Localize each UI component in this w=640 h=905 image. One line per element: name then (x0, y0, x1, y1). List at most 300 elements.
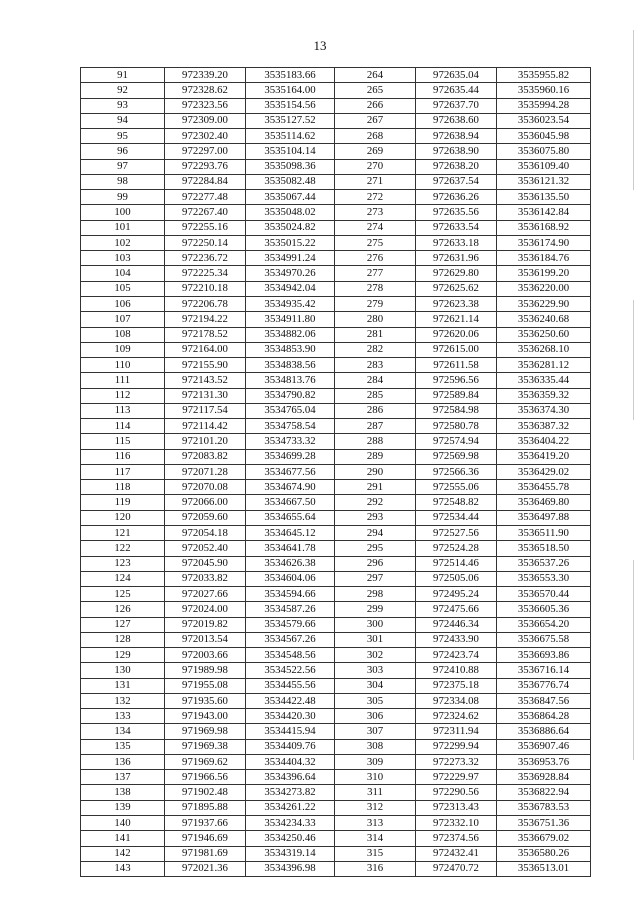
y-coordinate-cell: 3534765.04 (246, 403, 335, 418)
x-coordinate-cell: 971989.98 (165, 663, 246, 678)
x-coordinate-cell: 972475.66 (416, 602, 497, 617)
x-coordinate-cell: 972229.97 (416, 770, 497, 785)
x-coordinate-cell: 972432.41 (416, 846, 497, 861)
table-row (81, 98, 591, 113)
y-coordinate-cell: 3536693.86 (497, 648, 591, 663)
point-number-cell: 270 (335, 159, 416, 174)
x-coordinate-cell: 972131.30 (165, 388, 246, 403)
table-row (81, 510, 591, 525)
y-coordinate-cell: 3536497.88 (497, 510, 591, 525)
x-coordinate-cell: 972410.88 (416, 663, 497, 678)
x-coordinate-cell: 972070.08 (165, 480, 246, 495)
y-coordinate-cell: 3534838.56 (246, 358, 335, 373)
y-coordinate-cell: 3535048.02 (246, 205, 335, 220)
point-number-cell: 269 (335, 144, 416, 159)
point-number-cell: 309 (335, 754, 416, 769)
point-number-cell: 284 (335, 373, 416, 388)
point-number-cell: 109 (81, 342, 165, 357)
x-coordinate-cell: 972117.54 (165, 403, 246, 418)
point-number-cell: 274 (335, 220, 416, 235)
point-number-cell: 131 (81, 678, 165, 693)
x-coordinate-cell: 972505.06 (416, 571, 497, 586)
x-coordinate-cell: 972631.96 (416, 251, 497, 266)
y-coordinate-cell: 3536783.53 (497, 800, 591, 815)
point-number-cell: 307 (335, 724, 416, 739)
point-number-cell: 124 (81, 571, 165, 586)
point-number-cell: 293 (335, 510, 416, 525)
x-coordinate-cell: 972637.70 (416, 98, 497, 113)
x-coordinate-cell: 971955.08 (165, 678, 246, 693)
x-coordinate-cell: 972114.42 (165, 419, 246, 434)
y-coordinate-cell: 3536168.92 (497, 220, 591, 235)
x-coordinate-cell: 972267.40 (165, 205, 246, 220)
x-coordinate-cell: 972054.18 (165, 525, 246, 540)
y-coordinate-cell: 3536928.84 (497, 770, 591, 785)
point-number-cell: 285 (335, 388, 416, 403)
point-number-cell: 93 (81, 98, 165, 113)
x-coordinate-cell: 972433.90 (416, 632, 497, 647)
y-coordinate-cell: 3534587.26 (246, 602, 335, 617)
y-coordinate-cell: 3536511.90 (497, 525, 591, 540)
y-coordinate-cell: 3536075.80 (497, 144, 591, 159)
x-coordinate-cell: 972284.84 (165, 174, 246, 189)
x-coordinate-cell: 972013.54 (165, 632, 246, 647)
x-coordinate-cell: 972255.16 (165, 220, 246, 235)
table-row (81, 296, 591, 311)
x-coordinate-cell: 972332.10 (416, 816, 497, 831)
table-row (81, 587, 591, 602)
y-coordinate-cell: 3536387.32 (497, 419, 591, 434)
point-number-cell: 292 (335, 495, 416, 510)
x-coordinate-cell: 972470.72 (416, 861, 497, 876)
table-row (81, 724, 591, 739)
y-coordinate-cell: 3536335.44 (497, 373, 591, 388)
point-number-cell: 276 (335, 251, 416, 266)
point-number-cell: 98 (81, 174, 165, 189)
x-coordinate-cell: 972024.00 (165, 602, 246, 617)
point-number-cell: 117 (81, 464, 165, 479)
x-coordinate-cell: 972615.00 (416, 342, 497, 357)
point-number-cell: 95 (81, 129, 165, 144)
x-coordinate-cell: 972637.54 (416, 174, 497, 189)
table-row (81, 68, 591, 83)
table-row (81, 831, 591, 846)
y-coordinate-cell: 3536419.20 (497, 449, 591, 464)
table-row (81, 678, 591, 693)
point-number-cell: 280 (335, 312, 416, 327)
table-row (81, 800, 591, 815)
y-coordinate-cell: 3534626.38 (246, 556, 335, 571)
point-number-cell: 138 (81, 785, 165, 800)
y-coordinate-cell: 3536045.98 (497, 129, 591, 144)
y-coordinate-cell: 3534677.56 (246, 464, 335, 479)
point-number-cell: 104 (81, 266, 165, 281)
point-number-cell: 133 (81, 709, 165, 724)
y-coordinate-cell: 3536359.32 (497, 388, 591, 403)
x-coordinate-cell: 972250.14 (165, 235, 246, 250)
point-number-cell: 129 (81, 648, 165, 663)
x-coordinate-cell: 972339.20 (165, 68, 246, 83)
x-coordinate-cell: 971966.56 (165, 770, 246, 785)
y-coordinate-cell: 3534548.56 (246, 648, 335, 663)
x-coordinate-cell: 972164.00 (165, 342, 246, 357)
point-number-cell: 108 (81, 327, 165, 342)
y-coordinate-cell: 3534250.46 (246, 831, 335, 846)
x-coordinate-cell: 972574.94 (416, 434, 497, 449)
x-coordinate-cell: 972596.56 (416, 373, 497, 388)
point-number-cell: 113 (81, 403, 165, 418)
x-coordinate-cell: 972083.82 (165, 449, 246, 464)
x-coordinate-cell: 972638.60 (416, 113, 497, 128)
scan-edge-mark (633, 560, 634, 760)
point-number-cell: 105 (81, 281, 165, 296)
x-coordinate-cell: 972003.66 (165, 648, 246, 663)
point-number-cell: 132 (81, 693, 165, 708)
y-coordinate-cell: 3534594.66 (246, 587, 335, 602)
point-number-cell: 295 (335, 541, 416, 556)
y-coordinate-cell: 3536886.64 (497, 724, 591, 739)
table-row (81, 739, 591, 754)
y-coordinate-cell: 3536469.80 (497, 495, 591, 510)
point-number-cell: 297 (335, 571, 416, 586)
point-number-cell: 101 (81, 220, 165, 235)
point-number-cell: 140 (81, 816, 165, 831)
y-coordinate-cell: 3534667.50 (246, 495, 335, 510)
y-coordinate-cell: 3536135.50 (497, 190, 591, 205)
x-coordinate-cell: 972277.48 (165, 190, 246, 205)
x-coordinate-cell: 972620.06 (416, 327, 497, 342)
y-coordinate-cell: 3534645.12 (246, 525, 335, 540)
scan-edge-mark (633, 300, 634, 420)
y-coordinate-cell: 3536220.00 (497, 281, 591, 296)
table-row (81, 159, 591, 174)
y-coordinate-cell: 3534234.33 (246, 816, 335, 831)
x-coordinate-cell: 972375.18 (416, 678, 497, 693)
y-coordinate-cell: 3534790.82 (246, 388, 335, 403)
table-row (81, 861, 591, 876)
table-row (81, 754, 591, 769)
x-coordinate-cell: 972446.34 (416, 617, 497, 632)
point-number-cell: 136 (81, 754, 165, 769)
point-number-cell: 290 (335, 464, 416, 479)
x-coordinate-cell: 971895.88 (165, 800, 246, 815)
point-number-cell: 122 (81, 541, 165, 556)
table-row (81, 648, 591, 663)
x-coordinate-cell: 971969.38 (165, 739, 246, 754)
x-coordinate-cell: 972629.80 (416, 266, 497, 281)
x-coordinate-cell: 972514.46 (416, 556, 497, 571)
y-coordinate-cell: 3535955.82 (497, 68, 591, 83)
y-coordinate-cell: 3536580.26 (497, 846, 591, 861)
table-row (81, 403, 591, 418)
x-coordinate-cell: 971969.98 (165, 724, 246, 739)
x-coordinate-cell: 972635.56 (416, 205, 497, 220)
y-coordinate-cell: 3535104.14 (246, 144, 335, 159)
table-row (81, 617, 591, 632)
y-coordinate-cell: 3534733.32 (246, 434, 335, 449)
point-number-cell: 306 (335, 709, 416, 724)
point-number-cell: 143 (81, 861, 165, 876)
table-row (81, 220, 591, 235)
point-number-cell: 118 (81, 480, 165, 495)
y-coordinate-cell: 3536751.36 (497, 816, 591, 831)
y-coordinate-cell: 3535183.66 (246, 68, 335, 83)
x-coordinate-cell: 971902.48 (165, 785, 246, 800)
y-coordinate-cell: 3534853.90 (246, 342, 335, 357)
table-row (81, 312, 591, 327)
point-number-cell: 311 (335, 785, 416, 800)
table-row (81, 205, 591, 220)
y-coordinate-cell: 3536429.02 (497, 464, 591, 479)
y-coordinate-cell: 3536675.58 (497, 632, 591, 647)
table-row (81, 327, 591, 342)
point-number-cell: 126 (81, 602, 165, 617)
y-coordinate-cell: 3534404.32 (246, 754, 335, 769)
point-number-cell: 288 (335, 434, 416, 449)
y-coordinate-cell: 3534813.76 (246, 373, 335, 388)
point-number-cell: 142 (81, 846, 165, 861)
x-coordinate-cell: 972633.18 (416, 235, 497, 250)
y-coordinate-cell: 3536268.10 (497, 342, 591, 357)
x-coordinate-cell: 972374.56 (416, 831, 497, 846)
y-coordinate-cell: 3534655.64 (246, 510, 335, 525)
x-coordinate-cell: 972589.84 (416, 388, 497, 403)
point-number-cell: 112 (81, 388, 165, 403)
point-number-cell: 316 (335, 861, 416, 876)
y-coordinate-cell: 3534261.22 (246, 800, 335, 815)
y-coordinate-cell: 3536518.50 (497, 541, 591, 556)
point-number-cell: 123 (81, 556, 165, 571)
y-coordinate-cell: 3535994.28 (497, 98, 591, 113)
x-coordinate-cell: 972334.08 (416, 693, 497, 708)
x-coordinate-cell: 972206.78 (165, 296, 246, 311)
table-row (81, 816, 591, 831)
y-coordinate-cell: 3534409.76 (246, 739, 335, 754)
table-row (81, 541, 591, 556)
x-coordinate-cell: 972328.62 (165, 83, 246, 98)
x-coordinate-cell: 972101.20 (165, 434, 246, 449)
point-number-cell: 139 (81, 800, 165, 815)
y-coordinate-cell: 3534273.82 (246, 785, 335, 800)
point-number-cell: 308 (335, 739, 416, 754)
point-number-cell: 121 (81, 525, 165, 540)
x-coordinate-cell: 972210.18 (165, 281, 246, 296)
point-number-cell: 100 (81, 205, 165, 220)
x-coordinate-cell: 971946.69 (165, 831, 246, 846)
y-coordinate-cell: 3536240.68 (497, 312, 591, 327)
y-coordinate-cell: 3536281.12 (497, 358, 591, 373)
point-number-cell: 107 (81, 312, 165, 327)
point-number-cell: 279 (335, 296, 416, 311)
point-number-cell: 128 (81, 632, 165, 647)
table-row (81, 663, 591, 678)
x-coordinate-cell: 972638.90 (416, 144, 497, 159)
x-coordinate-cell: 972323.56 (165, 98, 246, 113)
y-coordinate-cell: 3536513.01 (497, 861, 591, 876)
y-coordinate-cell: 3534396.98 (246, 861, 335, 876)
point-number-cell: 302 (335, 648, 416, 663)
y-coordinate-cell: 3536121.32 (497, 174, 591, 189)
x-coordinate-cell: 972309.00 (165, 113, 246, 128)
table-row (81, 449, 591, 464)
point-number-cell: 271 (335, 174, 416, 189)
point-number-cell: 313 (335, 816, 416, 831)
y-coordinate-cell: 3536537.26 (497, 556, 591, 571)
y-coordinate-cell: 3536142.84 (497, 205, 591, 220)
y-coordinate-cell: 3535154.56 (246, 98, 335, 113)
y-coordinate-cell: 3535114.62 (246, 129, 335, 144)
x-coordinate-cell: 972555.06 (416, 480, 497, 495)
table-row (81, 571, 591, 586)
coordinates-table-body (81, 68, 591, 877)
coordinates-table-container (80, 67, 590, 877)
point-number-cell: 120 (81, 510, 165, 525)
point-number-cell: 294 (335, 525, 416, 540)
y-coordinate-cell: 3536605.36 (497, 602, 591, 617)
y-coordinate-cell: 3534758.54 (246, 419, 335, 434)
x-coordinate-cell: 972071.28 (165, 464, 246, 479)
x-coordinate-cell: 972273.32 (416, 754, 497, 769)
x-coordinate-cell: 972225.34 (165, 266, 246, 281)
y-coordinate-cell: 3536374.30 (497, 403, 591, 418)
table-row (81, 235, 591, 250)
point-number-cell: 275 (335, 235, 416, 250)
y-coordinate-cell: 3536847.56 (497, 693, 591, 708)
y-coordinate-cell: 3535164.00 (246, 83, 335, 98)
y-coordinate-cell: 3536455.78 (497, 480, 591, 495)
point-number-cell: 115 (81, 434, 165, 449)
point-number-cell: 91 (81, 68, 165, 83)
point-number-cell: 102 (81, 235, 165, 250)
y-coordinate-cell: 3536570.44 (497, 587, 591, 602)
x-coordinate-cell: 972611.58 (416, 358, 497, 373)
y-coordinate-cell: 3534579.66 (246, 617, 335, 632)
y-coordinate-cell: 3536229.90 (497, 296, 591, 311)
x-coordinate-cell: 972638.20 (416, 159, 497, 174)
y-coordinate-cell: 3534319.14 (246, 846, 335, 861)
point-number-cell: 134 (81, 724, 165, 739)
y-coordinate-cell: 3534396.64 (246, 770, 335, 785)
point-number-cell: 305 (335, 693, 416, 708)
y-coordinate-cell: 3534422.48 (246, 693, 335, 708)
table-row (81, 281, 591, 296)
point-number-cell: 111 (81, 373, 165, 388)
x-coordinate-cell: 972621.14 (416, 312, 497, 327)
table-row (81, 419, 591, 434)
x-coordinate-cell: 972045.90 (165, 556, 246, 571)
x-coordinate-cell: 971935.60 (165, 693, 246, 708)
point-number-cell: 283 (335, 358, 416, 373)
x-coordinate-cell: 972302.40 (165, 129, 246, 144)
y-coordinate-cell: 3536654.20 (497, 617, 591, 632)
table-row (81, 480, 591, 495)
x-coordinate-cell: 972635.04 (416, 68, 497, 83)
x-coordinate-cell: 972293.76 (165, 159, 246, 174)
x-coordinate-cell: 972495.24 (416, 587, 497, 602)
x-coordinate-cell: 972019.82 (165, 617, 246, 632)
y-coordinate-cell: 3536776.74 (497, 678, 591, 693)
y-coordinate-cell: 3534911.80 (246, 312, 335, 327)
table-row (81, 144, 591, 159)
y-coordinate-cell: 3534942.04 (246, 281, 335, 296)
table-row (81, 464, 591, 479)
y-coordinate-cell: 3536109.40 (497, 159, 591, 174)
table-row (81, 434, 591, 449)
y-coordinate-cell: 3536864.28 (497, 709, 591, 724)
x-coordinate-cell: 971981.69 (165, 846, 246, 861)
table-row (81, 693, 591, 708)
point-number-cell: 296 (335, 556, 416, 571)
x-coordinate-cell: 972313.43 (416, 800, 497, 815)
x-coordinate-cell: 972027.66 (165, 587, 246, 602)
x-coordinate-cell: 972236.72 (165, 251, 246, 266)
table-row (81, 709, 591, 724)
point-number-cell: 264 (335, 68, 416, 83)
x-coordinate-cell: 971969.62 (165, 754, 246, 769)
x-coordinate-cell: 972566.36 (416, 464, 497, 479)
y-coordinate-cell: 3534641.78 (246, 541, 335, 556)
x-coordinate-cell: 972059.60 (165, 510, 246, 525)
y-coordinate-cell: 3536716.14 (497, 663, 591, 678)
point-number-cell: 97 (81, 159, 165, 174)
x-coordinate-cell: 972033.82 (165, 571, 246, 586)
x-coordinate-cell: 972584.98 (416, 403, 497, 418)
y-coordinate-cell: 3536553.30 (497, 571, 591, 586)
coordinates-table (80, 67, 591, 877)
table-row (81, 556, 591, 571)
point-number-cell: 106 (81, 296, 165, 311)
point-number-cell: 266 (335, 98, 416, 113)
y-coordinate-cell: 3534935.42 (246, 296, 335, 311)
y-coordinate-cell: 3534567.26 (246, 632, 335, 647)
x-coordinate-cell: 972299.94 (416, 739, 497, 754)
x-coordinate-cell: 972297.00 (165, 144, 246, 159)
x-coordinate-cell: 972290.56 (416, 785, 497, 800)
y-coordinate-cell: 3536822.94 (497, 785, 591, 800)
point-number-cell: 281 (335, 327, 416, 342)
point-number-cell: 301 (335, 632, 416, 647)
table-row (81, 373, 591, 388)
y-coordinate-cell: 3536199.20 (497, 266, 591, 281)
y-coordinate-cell: 3536953.76 (497, 754, 591, 769)
point-number-cell: 312 (335, 800, 416, 815)
y-coordinate-cell: 3534970.26 (246, 266, 335, 281)
x-coordinate-cell: 972324.62 (416, 709, 497, 724)
point-number-cell: 304 (335, 678, 416, 693)
point-number-cell: 130 (81, 663, 165, 678)
point-number-cell: 291 (335, 480, 416, 495)
x-coordinate-cell: 972534.44 (416, 510, 497, 525)
x-coordinate-cell: 972623.38 (416, 296, 497, 311)
point-number-cell: 125 (81, 587, 165, 602)
table-row (81, 129, 591, 144)
y-coordinate-cell: 3536250.60 (497, 327, 591, 342)
point-number-cell: 310 (335, 770, 416, 785)
x-coordinate-cell: 972194.22 (165, 312, 246, 327)
x-coordinate-cell: 972635.44 (416, 83, 497, 98)
y-coordinate-cell: 3534882.06 (246, 327, 335, 342)
point-number-cell: 116 (81, 449, 165, 464)
point-number-cell: 94 (81, 113, 165, 128)
point-number-cell: 289 (335, 449, 416, 464)
x-coordinate-cell: 972052.40 (165, 541, 246, 556)
x-coordinate-cell: 972155.90 (165, 358, 246, 373)
table-row (81, 174, 591, 189)
x-coordinate-cell: 972633.54 (416, 220, 497, 235)
y-coordinate-cell: 3536907.46 (497, 739, 591, 754)
point-number-cell: 268 (335, 129, 416, 144)
page-number: 13 (313, 38, 327, 53)
